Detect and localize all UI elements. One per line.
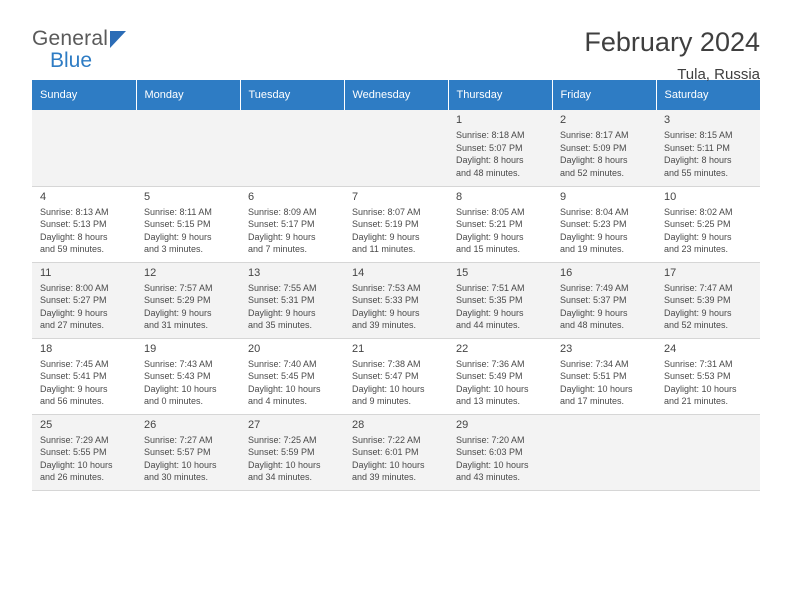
- day-sun-info-line: Daylight: 9 hours: [144, 231, 212, 242]
- day-sun-info: [144, 434, 232, 484]
- day-sun-info-line: Sunset: 5:09 PM: [560, 142, 627, 153]
- day-number: 28: [352, 418, 365, 431]
- day-sun-info: [560, 358, 648, 408]
- day-sun-info-line: Sunset: 5:35 PM: [456, 295, 523, 305]
- day-number: 9: [560, 190, 567, 203]
- day-number: 7: [352, 190, 359, 203]
- day-sun-info: [352, 434, 440, 484]
- day-sun-info-line: Daylight: 9 hours: [664, 231, 732, 242]
- day-sun-info-line: Sunset: 5:31 PM: [248, 295, 315, 305]
- weekday-header-monday: Monday: [136, 80, 240, 110]
- day-number: 10: [664, 190, 677, 203]
- day-sun-info-line: Sunset: 5:39 PM: [664, 295, 731, 305]
- day-sun-info-line: Daylight: 10 hours: [352, 459, 425, 470]
- day-sun-info-line: and 15 minutes.: [456, 244, 521, 254]
- day-sun-info-line: Daylight: 10 hours: [456, 459, 529, 470]
- day-sun-info-line: and 19 minutes.: [560, 244, 625, 254]
- day-sun-info: [560, 129, 648, 179]
- day-sun-info-line: Sunset: 5:57 PM: [144, 447, 211, 457]
- day-sun-info: [248, 434, 336, 484]
- calendar-week-row: [32, 338, 760, 414]
- day-sun-info-line: and 52 minutes.: [664, 320, 729, 330]
- day-sun-info-line: Sunrise: 8:15 AM: [664, 130, 733, 140]
- calendar-day-cell[interactable]: [344, 186, 448, 262]
- day-sun-info-line: and 31 minutes.: [144, 320, 209, 330]
- day-sun-info-line: Sunset: 5:13 PM: [40, 219, 107, 229]
- day-sun-info: [248, 206, 336, 256]
- calendar-day-cell[interactable]: [656, 110, 760, 186]
- day-sun-info-line: Sunset: 5:21 PM: [456, 219, 523, 229]
- day-sun-info-line: Daylight: 9 hours: [456, 307, 524, 318]
- day-sun-info-line: Sunrise: 7:57 AM: [144, 282, 213, 293]
- day-sun-info-line: Sunrise: 7:36 AM: [456, 358, 525, 369]
- day-sun-info-line: Sunset: 5:17 PM: [248, 219, 315, 229]
- day-sun-info: [664, 129, 752, 179]
- day-sun-info-line: Sunrise: 7:27 AM: [144, 434, 213, 445]
- day-sun-info-line: Daylight: 10 hours: [144, 459, 217, 470]
- day-sun-info-line: and 55 minutes.: [664, 167, 729, 178]
- day-sun-info-line: Daylight: 9 hours: [352, 307, 420, 318]
- day-sun-info-line: Daylight: 8 hours: [456, 155, 524, 165]
- calendar-day-cell[interactable]: [32, 262, 136, 338]
- day-number: 5: [144, 190, 151, 203]
- day-number: 23: [560, 342, 573, 355]
- day-number: 15: [456, 266, 469, 279]
- day-sun-info-line: and 7 minutes.: [248, 244, 308, 254]
- day-sun-info-line: Sunrise: 8:02 AM: [664, 206, 733, 217]
- day-number: 29: [456, 418, 469, 431]
- day-sun-info-line: and 44 minutes.: [456, 320, 521, 330]
- day-sun-info-line: Sunrise: 7:25 AM: [248, 434, 317, 445]
- day-sun-info-line: and 17 minutes.: [560, 396, 625, 406]
- day-sun-info-line: Daylight: 9 hours: [664, 307, 732, 318]
- day-sun-info-line: Daylight: 8 hours: [40, 231, 108, 242]
- day-sun-info: [40, 434, 128, 484]
- day-sun-info-line: and 0 minutes.: [144, 396, 204, 406]
- day-sun-info: [456, 282, 544, 332]
- day-sun-info: [144, 206, 232, 256]
- day-sun-info-line: and 56 minutes.: [40, 396, 105, 406]
- day-sun-info-line: Daylight: 8 hours: [560, 155, 628, 165]
- day-sun-info: [40, 358, 128, 408]
- day-sun-info-line: Sunrise: 7:40 AM: [248, 358, 317, 369]
- day-sun-info: [40, 206, 128, 256]
- day-number: 1: [456, 114, 463, 126]
- day-sun-info-line: Daylight: 9 hours: [456, 231, 524, 242]
- day-number: 20: [248, 342, 261, 355]
- day-sun-info-line: Sunset: 5:23 PM: [560, 219, 627, 229]
- day-sun-info-line: Sunset: 5:47 PM: [352, 371, 419, 381]
- calendar-day-cell[interactable]: [448, 110, 552, 186]
- page-header: [32, 0, 760, 83]
- day-number: 4: [40, 190, 47, 203]
- day-sun-info-line: Sunset: 5:49 PM: [456, 371, 523, 381]
- day-sun-info: [664, 282, 752, 332]
- day-sun-info-line: Sunset: 5:55 PM: [40, 447, 107, 457]
- day-sun-info-line: Sunrise: 7:34 AM: [560, 358, 629, 369]
- day-sun-info-line: and 9 minutes.: [352, 396, 412, 406]
- calendar-day-cell[interactable]: [656, 262, 760, 338]
- day-sun-info-line: Sunrise: 7:20 AM: [456, 434, 525, 445]
- day-number: 22: [456, 342, 469, 355]
- day-sun-info-line: and 21 minutes.: [664, 396, 729, 406]
- day-sun-info-line: Daylight: 10 hours: [352, 383, 425, 394]
- day-sun-info-line: and 39 minutes.: [352, 320, 417, 330]
- day-sun-info-line: Sunset: 5:11 PM: [664, 142, 730, 153]
- calendar-day-cell[interactable]: [240, 414, 344, 490]
- day-sun-info-line: Sunset: 5:51 PM: [560, 371, 627, 381]
- calendar-day-cell[interactable]: [32, 338, 136, 414]
- day-sun-info: [456, 206, 544, 256]
- day-sun-info-line: Sunrise: 8:09 AM: [248, 206, 317, 217]
- day-number: 17: [664, 266, 677, 279]
- day-number: 26: [144, 418, 157, 431]
- day-sun-info-line: Sunset: 5:29 PM: [144, 295, 211, 305]
- day-number: 11: [40, 266, 52, 279]
- day-sun-info-line: Daylight: 10 hours: [456, 383, 529, 394]
- day-sun-info-line: Sunrise: 7:55 AM: [248, 282, 317, 293]
- day-number: 2: [560, 114, 567, 126]
- calendar-day-cell[interactable]: [240, 338, 344, 414]
- calendar-empty-cell: [656, 414, 760, 490]
- day-sun-info-line: Sunrise: 7:47 AM: [664, 282, 733, 293]
- day-sun-info-line: and 26 minutes.: [40, 472, 105, 482]
- day-sun-info: [144, 358, 232, 408]
- day-sun-info-line: Daylight: 9 hours: [144, 307, 212, 318]
- page-subtitle: Tula, Russia: [677, 65, 760, 83]
- title-block: [584, 28, 760, 83]
- calendar-empty-cell: [344, 110, 448, 186]
- day-sun-info-line: Sunset: 5:19 PM: [352, 219, 419, 229]
- day-sun-info-line: Sunset: 5:27 PM: [40, 295, 107, 305]
- day-sun-info-line: and 48 minutes.: [456, 167, 521, 178]
- day-sun-info-line: Daylight: 9 hours: [248, 231, 316, 242]
- day-sun-info-line: Sunrise: 8:00 AM: [40, 282, 109, 293]
- day-sun-info-line: Sunrise: 7:51 AM: [456, 282, 525, 293]
- day-sun-info: [144, 282, 232, 332]
- calendar-day-cell[interactable]: [344, 338, 448, 414]
- logo-text-general: General: [32, 27, 109, 50]
- day-sun-info: [352, 358, 440, 408]
- day-sun-info-line: Daylight: 9 hours: [40, 307, 108, 318]
- weekday-header-sunday: Sunday: [32, 80, 136, 110]
- day-sun-info-line: and 35 minutes.: [248, 320, 313, 330]
- day-sun-info-line: Daylight: 9 hours: [560, 231, 628, 242]
- day-sun-info: [560, 206, 648, 256]
- day-sun-info-line: and 39 minutes.: [352, 472, 417, 482]
- day-sun-info: [456, 129, 544, 179]
- day-sun-info-line: Sunrise: 7:31 AM: [664, 358, 733, 369]
- calendar-day-cell[interactable]: [136, 262, 240, 338]
- day-sun-info-line: Sunrise: 8:04 AM: [560, 206, 629, 217]
- day-sun-info-line: Daylight: 8 hours: [664, 155, 732, 165]
- day-sun-info: [248, 282, 336, 332]
- calendar-day-cell[interactable]: [448, 414, 552, 490]
- day-sun-info-line: Daylight: 10 hours: [248, 383, 321, 394]
- day-sun-info-line: Sunset: 5:41 PM: [40, 371, 107, 381]
- day-sun-info-line: Daylight: 9 hours: [248, 307, 316, 318]
- day-sun-info: [560, 282, 648, 332]
- calendar-day-cell[interactable]: [32, 186, 136, 262]
- day-sun-info-line: Sunset: 5:07 PM: [456, 142, 523, 153]
- day-sun-info: [456, 434, 544, 484]
- day-number: 21: [352, 342, 365, 355]
- day-sun-info-line: and 27 minutes.: [40, 320, 105, 330]
- day-sun-info-line: and 52 minutes.: [560, 167, 625, 178]
- day-sun-info-line: Sunset: 5:53 PM: [664, 371, 731, 381]
- day-sun-info-line: Daylight: 9 hours: [352, 231, 420, 242]
- day-sun-info-line: and 43 minutes.: [456, 472, 521, 482]
- day-sun-info-line: and 11 minutes.: [352, 244, 416, 254]
- day-number: 25: [40, 418, 53, 431]
- page-title: February 2024: [584, 27, 760, 57]
- calendar-day-cell[interactable]: [552, 262, 656, 338]
- day-sun-info-line: Sunrise: 7:43 AM: [144, 358, 213, 369]
- day-number: 14: [352, 266, 365, 279]
- day-sun-info-line: Sunrise: 8:17 AM: [560, 130, 629, 140]
- calendar-day-cell[interactable]: [552, 110, 656, 186]
- day-sun-info: [456, 358, 544, 408]
- day-number: 8: [456, 190, 463, 203]
- day-sun-info-line: Sunrise: 7:49 AM: [560, 282, 629, 293]
- calendar-week-row: [32, 262, 760, 338]
- day-number: 27: [248, 418, 261, 431]
- day-number: 19: [144, 342, 157, 355]
- day-sun-info-line: Daylight: 9 hours: [560, 307, 628, 318]
- day-sun-info-line: Daylight: 9 hours: [40, 383, 108, 394]
- day-sun-info-line: Sunrise: 7:45 AM: [40, 358, 109, 369]
- calendar-day-cell[interactable]: [32, 414, 136, 490]
- calendar-day-cell[interactable]: [552, 338, 656, 414]
- calendar-day-cell[interactable]: [240, 186, 344, 262]
- flag-icon: [110, 31, 126, 48]
- day-sun-info: [352, 282, 440, 332]
- calendar-day-cell[interactable]: [136, 338, 240, 414]
- day-sun-info-line: Daylight: 10 hours: [248, 459, 321, 470]
- calendar-empty-cell: [240, 110, 344, 186]
- calendar-week-row: [32, 414, 760, 490]
- weekday-header-tuesday: Tuesday: [240, 80, 344, 110]
- calendar-day-cell[interactable]: [552, 186, 656, 262]
- day-sun-info-line: and 23 minutes.: [664, 244, 729, 254]
- weekday-header-wednesday: Wednesday: [344, 80, 448, 110]
- day-sun-info-line: Sunset: 5:25 PM: [664, 219, 731, 229]
- day-sun-info-line: Sunset: 5:43 PM: [144, 371, 211, 381]
- calendar-day-cell[interactable]: [448, 262, 552, 338]
- day-sun-info-line: Daylight: 10 hours: [144, 383, 217, 394]
- calendar-body: [32, 110, 760, 490]
- day-sun-info: [352, 206, 440, 256]
- day-number: 16: [560, 266, 573, 279]
- day-sun-info-line: Sunrise: 8:13 AM: [40, 206, 109, 217]
- weekday-header-saturday: Saturday: [656, 80, 760, 110]
- day-sun-info: [248, 358, 336, 408]
- day-number: 6: [248, 190, 255, 203]
- general-blue-logo: [32, 28, 126, 71]
- day-number: 24: [664, 342, 677, 355]
- calendar-day-cell[interactable]: [448, 186, 552, 262]
- calendar-day-cell[interactable]: [136, 186, 240, 262]
- calendar-day-cell[interactable]: [344, 414, 448, 490]
- day-sun-info-line: Sunrise: 8:07 AM: [352, 206, 421, 217]
- day-sun-info-line: and 34 minutes.: [248, 472, 313, 482]
- day-sun-info-line: Daylight: 10 hours: [40, 459, 113, 470]
- calendar-day-cell[interactable]: [656, 186, 760, 262]
- day-sun-info: [40, 282, 128, 332]
- weekday-header-friday: Friday: [552, 80, 656, 110]
- day-sun-info-line: Sunset: 5:15 PM: [144, 219, 211, 229]
- calendar-week-row: [32, 110, 760, 186]
- day-sun-info-line: Sunrise: 7:38 AM: [352, 358, 421, 369]
- day-sun-info-line: Daylight: 10 hours: [664, 383, 737, 394]
- day-sun-info-line: Sunset: 5:37 PM: [560, 295, 627, 305]
- day-sun-info-line: and 59 minutes.: [40, 244, 105, 254]
- calendar-empty-cell: [552, 414, 656, 490]
- day-sun-info-line: and 3 minutes.: [144, 244, 204, 254]
- calendar-empty-cell: [32, 110, 136, 186]
- day-sun-info-line: Sunset: 5:45 PM: [248, 371, 315, 381]
- day-number: 13: [248, 266, 261, 279]
- day-sun-info-line: Sunset: 6:03 PM: [456, 447, 523, 457]
- calendar-day-cell[interactable]: [448, 338, 552, 414]
- day-number: 12: [144, 266, 157, 279]
- calendar-day-cell[interactable]: [344, 262, 448, 338]
- day-sun-info-line: Sunset: 6:01 PM: [352, 447, 419, 457]
- day-sun-info: [664, 206, 752, 256]
- weekday-header-thursday: Thursday: [448, 80, 552, 110]
- day-sun-info-line: and 4 minutes.: [248, 396, 308, 406]
- day-sun-info-line: and 30 minutes.: [144, 472, 209, 482]
- calendar-empty-cell: [136, 110, 240, 186]
- day-sun-info-line: and 13 minutes.: [456, 396, 521, 406]
- day-sun-info-line: Sunset: 5:59 PM: [248, 447, 315, 457]
- day-sun-info-line: Daylight: 10 hours: [560, 383, 633, 394]
- day-sun-info-line: Sunrise: 8:18 AM: [456, 130, 525, 140]
- calendar-day-cell[interactable]: [656, 338, 760, 414]
- day-number: 3: [664, 114, 671, 126]
- day-sun-info-line: Sunset: 5:33 PM: [352, 295, 419, 305]
- day-sun-info-line: Sunrise: 7:53 AM: [352, 282, 421, 293]
- day-number: 18: [40, 342, 53, 355]
- calendar-table: [32, 80, 760, 491]
- day-sun-info-line: and 48 minutes.: [560, 320, 625, 330]
- day-sun-info-line: Sunrise: 7:29 AM: [40, 434, 109, 445]
- calendar-day-cell[interactable]: [240, 262, 344, 338]
- day-sun-info-line: Sunrise: 7:22 AM: [352, 434, 421, 445]
- weekday-header-row: [32, 80, 760, 110]
- day-sun-info: [664, 358, 752, 408]
- logo-text-blue: Blue: [50, 49, 93, 72]
- day-sun-info-line: Sunrise: 8:05 AM: [456, 206, 525, 217]
- calendar-week-row: [32, 186, 760, 262]
- calendar-day-cell[interactable]: [136, 414, 240, 490]
- day-sun-info-line: Sunrise: 8:11 AM: [144, 206, 212, 217]
